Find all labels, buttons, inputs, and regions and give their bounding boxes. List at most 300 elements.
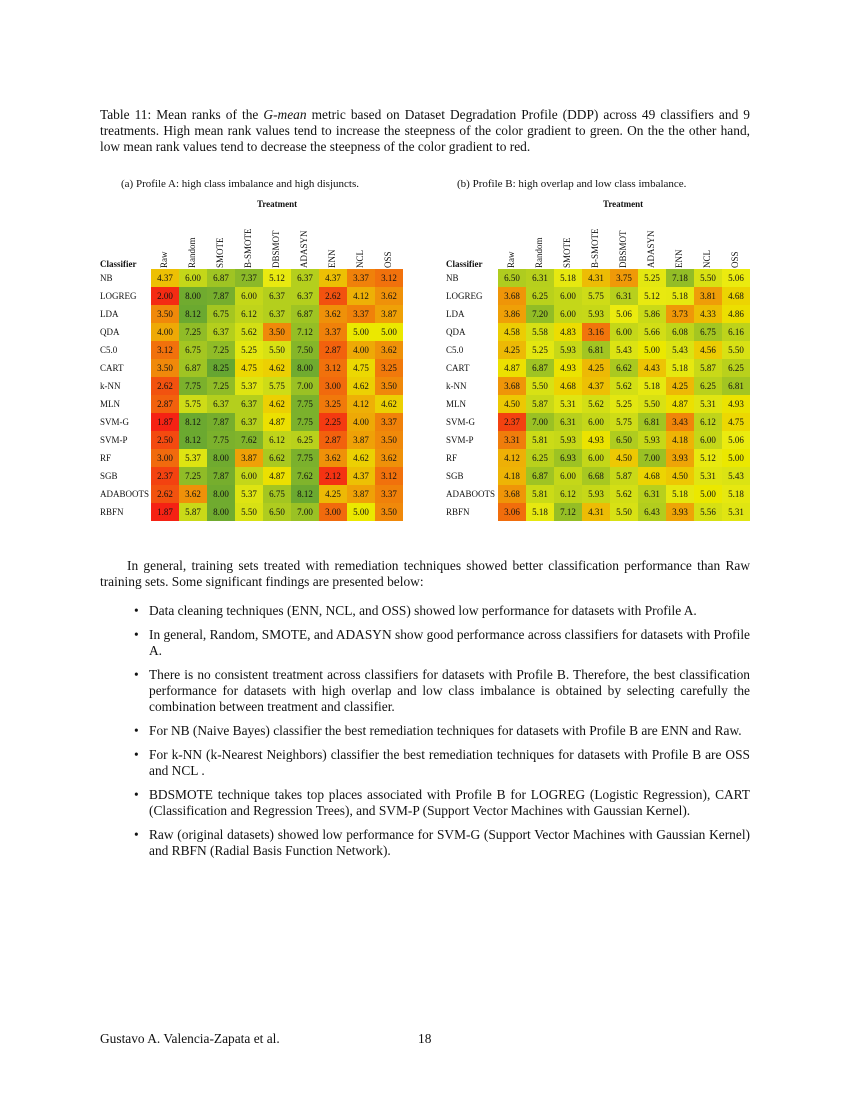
- heatmap-cell: 5.43: [666, 341, 694, 359]
- heatmap-cell: 2.25: [319, 413, 347, 431]
- heatmap-cell: 7.87: [207, 467, 235, 485]
- heatmap-cell: 5.00: [638, 341, 666, 359]
- column-header: Raw: [506, 251, 516, 268]
- column-header: Random: [187, 237, 197, 268]
- heatmap-cell: 5.37: [235, 377, 263, 395]
- bullet-mark: •: [134, 747, 139, 762]
- heatmap-cell: 5.50: [235, 503, 263, 521]
- table-row: [446, 503, 750, 521]
- heatmap-cell: 3.12: [375, 269, 403, 287]
- heatmap-cell: 6.68: [582, 467, 610, 485]
- heatmap-cell: 6.31: [554, 413, 582, 431]
- classifier-header-b: Classifier: [446, 259, 483, 269]
- row-label: k-NN: [100, 377, 151, 395]
- row-label: LDA: [100, 305, 151, 323]
- table-row: [446, 467, 750, 485]
- row-label: MLN: [446, 395, 498, 413]
- list-item: [100, 603, 750, 619]
- heatmap-cell: 5.50: [526, 377, 554, 395]
- table-row: [446, 485, 750, 503]
- heatmap-cell: 6.81: [638, 413, 666, 431]
- heatmap-cell: 4.12: [347, 395, 375, 413]
- heatmap-cell: 6.37: [291, 287, 319, 305]
- heatmap-cell: 5.93: [554, 341, 582, 359]
- heatmap-cell: 6.25: [526, 287, 554, 305]
- row-label: SVM-G: [100, 413, 151, 431]
- heatmap-cell: 6.37: [291, 269, 319, 287]
- heatmap-cell: 3.25: [375, 359, 403, 377]
- list-item-text: Raw (original datasets) showed low performance for SVM-G (Support Vector Machines with Gaussian Kernel) and RBFN (Radial Basis Function Network).: [149, 827, 750, 858]
- row-label: QDA: [446, 323, 498, 341]
- classifier-header-a: Classifier: [100, 259, 137, 269]
- heatmap-cell: 2.37: [498, 413, 526, 431]
- row-label: LOGREG: [446, 287, 498, 305]
- heatmap-cell: 7.75: [207, 431, 235, 449]
- bullet-mark: •: [134, 667, 139, 682]
- heatmap-cell: 5.18: [638, 377, 666, 395]
- heatmap-cell: 5.00: [347, 503, 375, 521]
- heatmap-cell: 5.00: [694, 485, 722, 503]
- heatmap-cell: 3.37: [347, 269, 375, 287]
- table-row: [100, 467, 403, 485]
- heatmap-cell: 3.50: [375, 431, 403, 449]
- heatmap-cell: 5.75: [263, 377, 291, 395]
- heatmap-cell: 4.75: [235, 359, 263, 377]
- table-row: [100, 449, 403, 467]
- row-label: ADABOOTS: [100, 485, 151, 503]
- heatmap-cell: 6.00: [694, 431, 722, 449]
- table-row: [446, 431, 750, 449]
- heatmap-cell: 6.75: [207, 305, 235, 323]
- table-row: [100, 395, 403, 413]
- heatmap-cell: 6.87: [291, 305, 319, 323]
- heatmap-cell: 7.75: [179, 377, 207, 395]
- heatmap-cell: 4.37: [319, 269, 347, 287]
- heatmap-cell: 6.12: [694, 413, 722, 431]
- heatmap-cell: 3.86: [498, 305, 526, 323]
- list-item: [100, 787, 750, 819]
- heatmap-cell: 5.00: [375, 323, 403, 341]
- heatmap-cell: 8.25: [207, 359, 235, 377]
- heatmap-cell: 4.62: [263, 395, 291, 413]
- table-row: [100, 359, 403, 377]
- heatmap-cell: 1.87: [151, 503, 179, 521]
- heatmap-cell: 5.18: [666, 485, 694, 503]
- heatmap-cell: 6.08: [666, 323, 694, 341]
- heatmap-cell: 4.00: [151, 323, 179, 341]
- column-header: DBSMOT: [271, 230, 281, 268]
- heatmap-cell: 8.12: [179, 305, 207, 323]
- heatmap-cell: 5.87: [694, 359, 722, 377]
- heatmap-cell: 6.00: [235, 287, 263, 305]
- heatmap-cell: 6.37: [235, 395, 263, 413]
- heatmap-cell: 5.81: [526, 485, 554, 503]
- heatmap-cell: 4.25: [498, 341, 526, 359]
- heatmap-cell: 3.37: [375, 413, 403, 431]
- column-header: OSS: [383, 251, 393, 268]
- heatmap-cell: 7.62: [235, 431, 263, 449]
- table-row: [100, 341, 403, 359]
- table-row: [446, 359, 750, 377]
- heatmap-cell: 3.62: [319, 449, 347, 467]
- caption-suffix: metric based on Dataset Degradation Profile (DDP) across 49 classifiers and 9 treatments. High mean rank values tend to increase the steepness of the color gradient to green. On the the other hand, low mean rank values tend to decrease the steepness of the color gradient to red.: [100, 107, 750, 154]
- heatmap-cell: 4.50: [666, 467, 694, 485]
- heatmap-cell: 6.87: [207, 269, 235, 287]
- heatmap-table-a: [100, 269, 403, 521]
- heatmap-cell: 5.18: [526, 503, 554, 521]
- row-label: RF: [100, 449, 151, 467]
- footer-author: Gustavo A. Valencia-Zapata et al.: [100, 1031, 280, 1046]
- heatmap-cell: 5.50: [722, 341, 750, 359]
- heatmap-cell: 5.81: [526, 431, 554, 449]
- heatmap-cell: 6.75: [263, 485, 291, 503]
- heatmap-cell: 5.43: [722, 467, 750, 485]
- table-row: [446, 305, 750, 323]
- heatmap-cell: 5.25: [610, 395, 638, 413]
- list-item: [100, 747, 750, 779]
- heatmap-cell: 3.68: [498, 377, 526, 395]
- table-row: [100, 323, 403, 341]
- heatmap-cell: 5.93: [582, 305, 610, 323]
- heatmap-cell: 4.00: [347, 413, 375, 431]
- heatmap-cell: 3.50: [151, 305, 179, 323]
- table-row: [100, 413, 403, 431]
- heatmap-cell: 4.83: [554, 323, 582, 341]
- heatmap-cell: 4.68: [722, 287, 750, 305]
- row-label: RBFN: [446, 503, 498, 521]
- heatmap-cell: 4.56: [694, 341, 722, 359]
- heatmap-cell: 6.00: [554, 287, 582, 305]
- heatmap-cell: 6.87: [526, 467, 554, 485]
- heatmap-cell: 7.75: [291, 449, 319, 467]
- column-header: ADASYN: [646, 230, 656, 268]
- heatmap-cell: 4.87: [263, 413, 291, 431]
- row-label: LOGREG: [100, 287, 151, 305]
- heatmap-cell: 7.62: [291, 467, 319, 485]
- table-row: [100, 503, 403, 521]
- heatmap-cell: 4.50: [610, 449, 638, 467]
- row-label: SGB: [446, 467, 498, 485]
- column-header: ENN: [327, 249, 337, 268]
- row-label: NB: [446, 269, 498, 287]
- heatmap-cell: 8.00: [207, 485, 235, 503]
- column-header: ADASYN: [299, 230, 309, 268]
- heatmap-cell: 5.66: [638, 323, 666, 341]
- heatmap-cell: 5.62: [235, 323, 263, 341]
- heatmap-cell: 7.87: [207, 287, 235, 305]
- heatmap-cell: 5.25: [526, 341, 554, 359]
- table-row: [446, 287, 750, 305]
- heatmap-cell: 8.00: [179, 287, 207, 305]
- heatmap-cell: 3.50: [375, 377, 403, 395]
- heatmap-cell: 5.86: [638, 305, 666, 323]
- heatmap-cell: 3.25: [319, 395, 347, 413]
- heatmap-cell: 5.31: [554, 395, 582, 413]
- heatmap-cell: 5.06: [722, 431, 750, 449]
- heatmap-cell: 3.62: [179, 485, 207, 503]
- heatmap-cell: 1.87: [151, 413, 179, 431]
- heatmap-cell: 3.73: [666, 305, 694, 323]
- heatmap-cell: 7.87: [207, 413, 235, 431]
- heatmap-cell: 5.00: [722, 449, 750, 467]
- heatmap-cell: 3.00: [151, 449, 179, 467]
- heatmap-cell: 5.12: [694, 449, 722, 467]
- heatmap-cell: 7.20: [526, 305, 554, 323]
- subtable-a-title: (a) Profile A: high class imbalance and high disjuncts.: [121, 178, 359, 190]
- heatmap-cell: 4.12: [498, 449, 526, 467]
- heatmap-cell: 3.62: [319, 305, 347, 323]
- heatmap-cell: 4.87: [263, 467, 291, 485]
- row-label: QDA: [100, 323, 151, 341]
- heatmap-cell: 3.50: [263, 323, 291, 341]
- heatmap-cell: 5.87: [610, 467, 638, 485]
- subtable-b-title: (b) Profile B: high overlap and low class imbalance.: [457, 178, 687, 190]
- heatmap-cell: 3.12: [375, 467, 403, 485]
- heatmap-cell: 4.62: [263, 359, 291, 377]
- list-item: [100, 627, 750, 659]
- list-item-text: For k-NN (k-Nearest Neighbors) classifier the best remediation techniques for datasets with Profile B are OSS and NCL .: [149, 747, 750, 778]
- heatmap-cell: 4.68: [554, 377, 582, 395]
- table-row: [446, 413, 750, 431]
- heatmap-cell: 4.37: [151, 269, 179, 287]
- heatmap-cell: 7.12: [291, 323, 319, 341]
- heatmap-cell: 6.12: [235, 305, 263, 323]
- bullet-mark: •: [134, 827, 139, 842]
- heatmap-cell: 5.93: [638, 431, 666, 449]
- heatmap-cell: 3.93: [666, 503, 694, 521]
- heatmap-cell: 3.68: [498, 287, 526, 305]
- heatmap-cell: 3.00: [319, 377, 347, 395]
- heatmap-cell: 6.00: [610, 323, 638, 341]
- column-header: DBSMOT: [618, 230, 628, 268]
- heatmap-cell: 3.87: [235, 449, 263, 467]
- heatmap-cell: 4.31: [582, 269, 610, 287]
- heatmap-cell: 5.18: [554, 269, 582, 287]
- heatmap-cell: 7.00: [291, 377, 319, 395]
- heatmap-cell: 5.00: [347, 323, 375, 341]
- list-item-text: In general, Random, SMOTE, and ADASYN show good performance across classifiers for datasets with Profile A.: [149, 627, 750, 658]
- heatmap-cell: 2.00: [151, 287, 179, 305]
- intro-paragraph: In general, training sets treated with remediation techniques showed better classification performance than Raw training sets. Some significant findings are presented below:: [100, 558, 750, 589]
- heatmap-cell: 6.16: [722, 323, 750, 341]
- heatmap-cell: 3.50: [375, 503, 403, 521]
- heatmap-cell: 5.50: [610, 503, 638, 521]
- heatmap-cell: 4.93: [722, 395, 750, 413]
- table-row: [100, 269, 403, 287]
- column-header: Raw: [159, 251, 169, 268]
- list-item: [100, 667, 750, 715]
- heatmap-cell: 3.87: [347, 431, 375, 449]
- heatmap-cell: 6.12: [263, 431, 291, 449]
- heatmap-cell: 6.50: [263, 503, 291, 521]
- heatmap-cell: 7.25: [207, 341, 235, 359]
- list-item-text: There is no consistent treatment across classifiers for datasets with Profile B. Therefore, the best classification performance for datasets with high overlap and low class imbalance is obtained by selecting carefully the combination between treatment and classifier.: [149, 667, 750, 714]
- heatmap-cell: 3.62: [375, 449, 403, 467]
- heatmap-cell: 4.00: [347, 341, 375, 359]
- heatmap-cell: 4.58: [498, 323, 526, 341]
- heatmap-cell: 5.75: [610, 413, 638, 431]
- heatmap-cell: 5.18: [666, 287, 694, 305]
- table-row: [100, 431, 403, 449]
- heatmap-cell: 8.00: [207, 503, 235, 521]
- heatmap-cell: 6.25: [291, 431, 319, 449]
- table-caption: [100, 107, 750, 155]
- column-header: Random: [534, 237, 544, 268]
- table-row: [446, 377, 750, 395]
- heatmap-cell: 6.43: [638, 503, 666, 521]
- heatmap-cell: 3.12: [151, 341, 179, 359]
- table-row: [446, 341, 750, 359]
- heatmap-cell: 5.06: [610, 305, 638, 323]
- heatmap-cell: 2.62: [151, 485, 179, 503]
- heatmap-cell: 6.00: [554, 467, 582, 485]
- heatmap-cell: 6.75: [694, 323, 722, 341]
- heatmap-cell: 6.81: [582, 341, 610, 359]
- heatmap-cell: 5.25: [638, 269, 666, 287]
- column-header: OSS: [730, 251, 740, 268]
- heatmap-cell: 5.75: [179, 395, 207, 413]
- bullet-mark: •: [134, 723, 139, 738]
- row-label: C5.0: [100, 341, 151, 359]
- bullet-mark: •: [134, 627, 139, 642]
- heatmap-cell: 3.50: [151, 359, 179, 377]
- heatmap-cell: 4.62: [375, 395, 403, 413]
- heatmap-cell: 4.18: [666, 431, 694, 449]
- heatmap-cell: 7.18: [666, 269, 694, 287]
- heatmap-cell: 5.12: [638, 287, 666, 305]
- heatmap-cell: 4.33: [694, 305, 722, 323]
- heatmap-cell: 6.37: [235, 413, 263, 431]
- heatmap-cell: 3.00: [319, 503, 347, 521]
- row-label: SVM-G: [446, 413, 498, 431]
- heatmap-cell: 3.62: [375, 341, 403, 359]
- caption-prefix: Table 11: Mean ranks of the: [100, 107, 264, 122]
- heatmap-cell: 5.06: [722, 269, 750, 287]
- heatmap-cell: 5.31: [694, 467, 722, 485]
- heatmap-cell: 7.25: [179, 467, 207, 485]
- heatmap-cell: 6.00: [179, 269, 207, 287]
- row-label: CART: [446, 359, 498, 377]
- row-label: CART: [100, 359, 151, 377]
- heatmap-cell: 6.37: [207, 395, 235, 413]
- heatmap-cell: 7.50: [291, 341, 319, 359]
- column-header: NCL: [355, 250, 365, 268]
- caption-metric: G-mean: [263, 107, 307, 122]
- row-label: k-NN: [446, 377, 498, 395]
- heatmap-cell: 5.37: [235, 485, 263, 503]
- heatmap-cell: 4.87: [498, 359, 526, 377]
- heatmap-cell: 8.12: [179, 413, 207, 431]
- heatmap-cell: 5.18: [666, 359, 694, 377]
- heatmap-cell: 3.06: [498, 503, 526, 521]
- heatmap-cell: 5.31: [722, 503, 750, 521]
- heatmap-cell: 8.00: [291, 359, 319, 377]
- heatmap-cell: 2.62: [151, 377, 179, 395]
- heatmap-cell: 5.18: [722, 485, 750, 503]
- heatmap-cell: 3.81: [694, 287, 722, 305]
- table-row: [446, 323, 750, 341]
- heatmap-cell: 7.00: [291, 503, 319, 521]
- heatmap-cell: 6.81: [722, 377, 750, 395]
- row-label: ADABOOTS: [446, 485, 498, 503]
- heatmap-cell: 7.25: [207, 377, 235, 395]
- heatmap-cell: 3.37: [375, 485, 403, 503]
- heatmap-cell: 8.12: [291, 485, 319, 503]
- heatmap-cell: 3.12: [319, 359, 347, 377]
- row-label: C5.0: [446, 341, 498, 359]
- column-header: SMOTE: [562, 237, 572, 268]
- heatmap-cell: 4.62: [347, 449, 375, 467]
- heatmap-cell: 3.37: [347, 305, 375, 323]
- list-item-text: BDSMOTE technique takes top places associated with Profile B for LOGREG (Logistic Regression), CART (Classification and Regression Trees), and SVM-P (Support Vector Machines with Gaussian Kernel).: [149, 787, 750, 818]
- treatment-header-b: Treatment: [603, 199, 644, 209]
- column-header: B-SMOTE: [590, 228, 600, 268]
- heatmap-cell: 7.00: [638, 449, 666, 467]
- heatmap-cell: 4.37: [347, 467, 375, 485]
- heatmap-cell: 5.31: [694, 395, 722, 413]
- row-label: MLN: [100, 395, 151, 413]
- heatmap-table-b: [446, 269, 750, 521]
- heatmap-cell: 4.25: [319, 485, 347, 503]
- heatmap-cell: 6.25: [526, 449, 554, 467]
- table-row: [446, 269, 750, 287]
- heatmap-cell: 6.25: [694, 377, 722, 395]
- heatmap-cell: 6.87: [179, 359, 207, 377]
- heatmap-cell: 6.00: [554, 305, 582, 323]
- heatmap-cell: 6.37: [207, 323, 235, 341]
- heatmap-cell: 2.12: [319, 467, 347, 485]
- heatmap-cell: 2.87: [319, 431, 347, 449]
- heatmap-cell: 4.25: [582, 359, 610, 377]
- heatmap-cell: 5.43: [610, 341, 638, 359]
- row-label: SVM-P: [446, 431, 498, 449]
- heatmap-cell: 6.25: [722, 359, 750, 377]
- heatmap-cell: 4.37: [582, 377, 610, 395]
- heatmap-cell: 3.37: [319, 323, 347, 341]
- heatmap-cell: 6.87: [526, 359, 554, 377]
- heatmap-cell: 3.16: [582, 323, 610, 341]
- heatmap-cell: 6.62: [263, 449, 291, 467]
- table-row: [100, 485, 403, 503]
- row-label: LDA: [446, 305, 498, 323]
- heatmap-cell: 3.87: [347, 485, 375, 503]
- heatmap-cell: 4.86: [722, 305, 750, 323]
- heatmap-cell: 5.93: [582, 485, 610, 503]
- heatmap-cell: 2.50: [151, 431, 179, 449]
- heatmap-cell: 7.12: [554, 503, 582, 521]
- heatmap-cell: 4.93: [582, 431, 610, 449]
- heatmap-cell: 6.37: [263, 305, 291, 323]
- heatmap-cell: 6.31: [638, 485, 666, 503]
- heatmap-cell: 6.12: [554, 485, 582, 503]
- row-label: RBFN: [100, 503, 151, 521]
- heatmap-cell: 6.75: [179, 341, 207, 359]
- heatmap-cell: 5.62: [582, 395, 610, 413]
- heatmap-cell: 3.93: [666, 449, 694, 467]
- heatmap-cell: 2.87: [319, 341, 347, 359]
- heatmap-cell: 4.18: [498, 467, 526, 485]
- heatmap-cell: 2.87: [151, 395, 179, 413]
- findings-list: [100, 603, 750, 867]
- list-item-text: Data cleaning techniques (ENN, NCL, and OSS) showed low performance for datasets with Profile A.: [149, 603, 697, 618]
- heatmap-cell: 4.31: [582, 503, 610, 521]
- heatmap-cell: 3.31: [498, 431, 526, 449]
- heatmap-cell: 7.75: [291, 395, 319, 413]
- bullet-mark: •: [134, 603, 139, 618]
- row-label: SGB: [100, 467, 151, 485]
- heatmap-cell: 3.68: [498, 485, 526, 503]
- table-row: [100, 287, 403, 305]
